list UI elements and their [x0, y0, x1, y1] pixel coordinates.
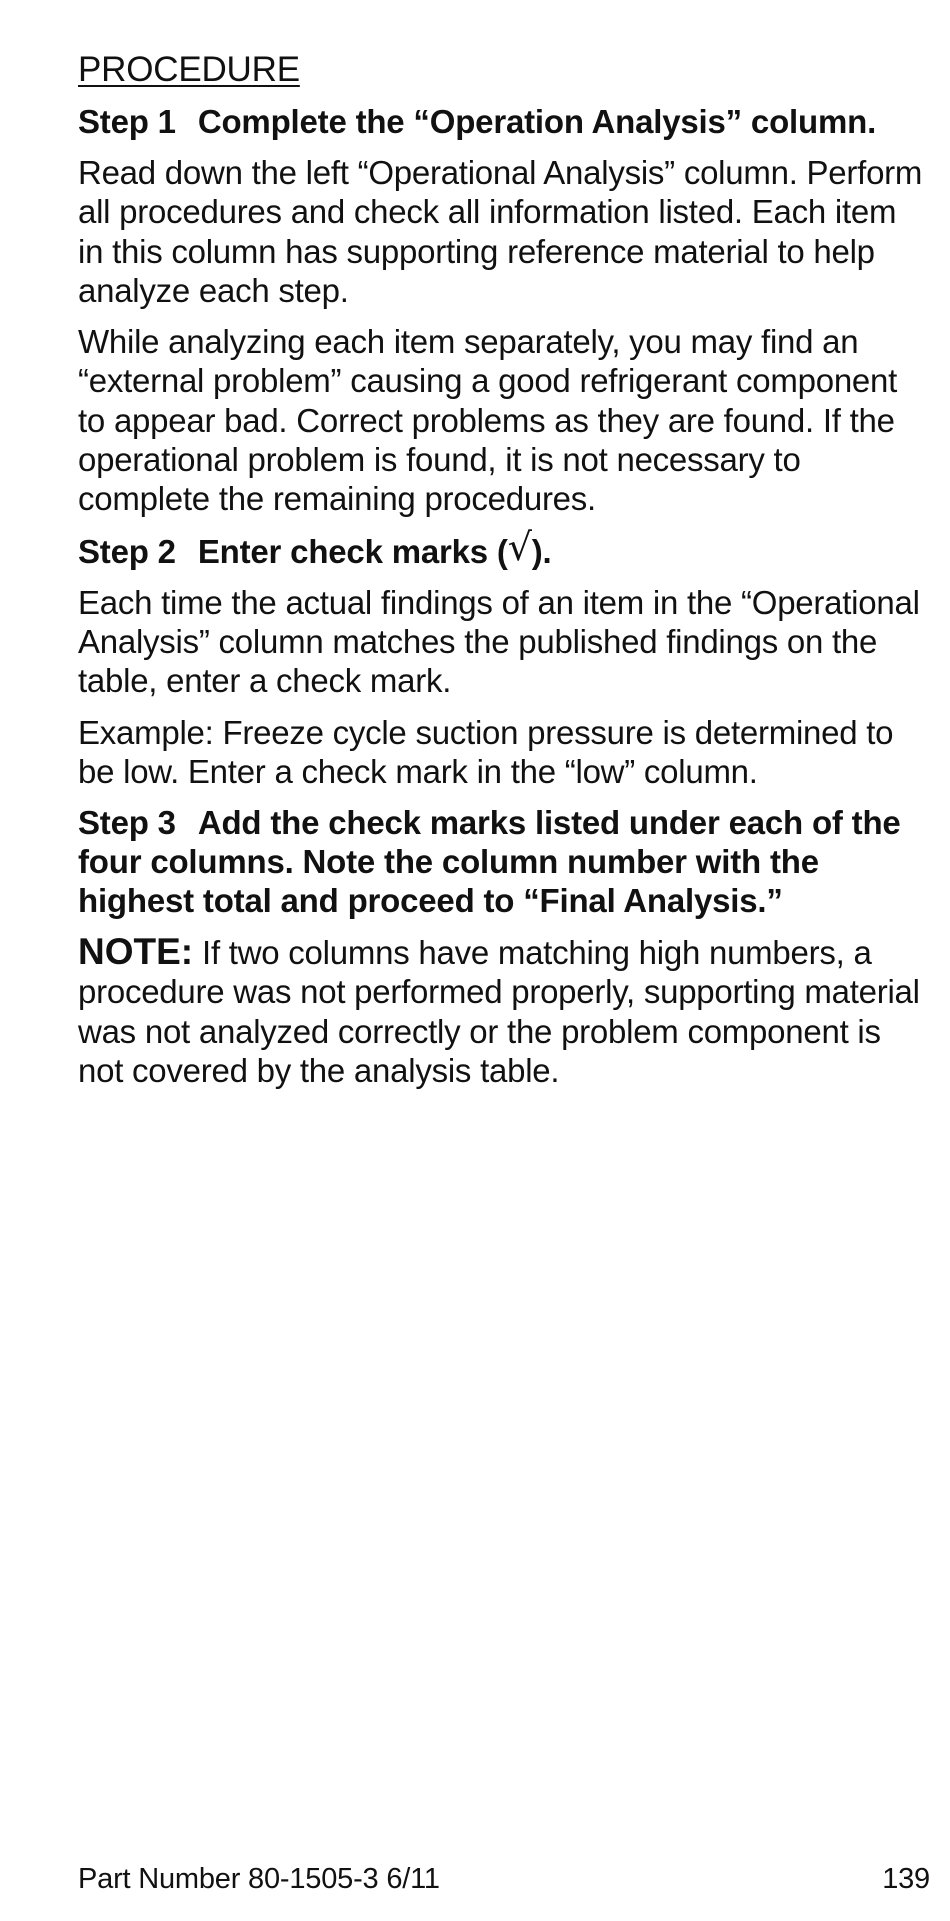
- step-1-heading: [78, 102, 930, 141]
- step-3-heading: [78, 803, 930, 920]
- step-1-paragraph-2: While analyzing each item separately, you may find an “external problem” causing a good refrigerant component to appear bad. Correct problems as they are found. If the operational problem is found, it is not necessary to complete the remaining procedures.: [78, 323, 898, 518]
- step-1-paragraph-1: Read down the left “Operational Analysis” column. Perform all procedures and check all information listed. Each item in this column has supporting reference material to help analyze each step.: [78, 154, 923, 309]
- step-2-number: Step 2: [78, 532, 176, 570]
- step-2-paragraph-2: Example: Freeze cycle suction pressure is determined to be low. Enter a check mark in the “low” column.: [78, 713, 894, 790]
- step-2-title-after: ).: [531, 532, 552, 570]
- section-heading: PROCEDURE: [78, 50, 300, 89]
- step-1-number: Step 1: [78, 103, 176, 140]
- note-paragraph: [78, 932, 930, 1090]
- note-text: If two columns have matching high numbers, a procedure was not performed properly, supporting material was not analyzed correctly or the problem component is not covered by the analysis table.: [78, 934, 920, 1090]
- step-2-heading: [78, 524, 930, 571]
- step-2-title-before: Enter check marks (: [197, 532, 508, 570]
- step-3-number: Step 3: [78, 804, 176, 842]
- page-number: 139: [882, 1863, 930, 1895]
- check-mark-icon: √: [507, 524, 532, 569]
- note-label: NOTE:: [78, 931, 194, 973]
- step-1-title: Complete the “Operation Analysis” column.: [197, 103, 877, 140]
- step-3-title: Add the check marks listed under each of the four columns. Note the column number with the highest total and proceed to “Final Analysis.”: [78, 804, 901, 920]
- part-number: Part Number 80-1505-3 6/11: [78, 1863, 440, 1895]
- step-2-paragraph-1: Each time the actual findings of an item in the “Operational Analysis” column matches the published findings on the table, enter a check mark.: [78, 583, 920, 700]
- document-page: [78, 50, 930, 1102]
